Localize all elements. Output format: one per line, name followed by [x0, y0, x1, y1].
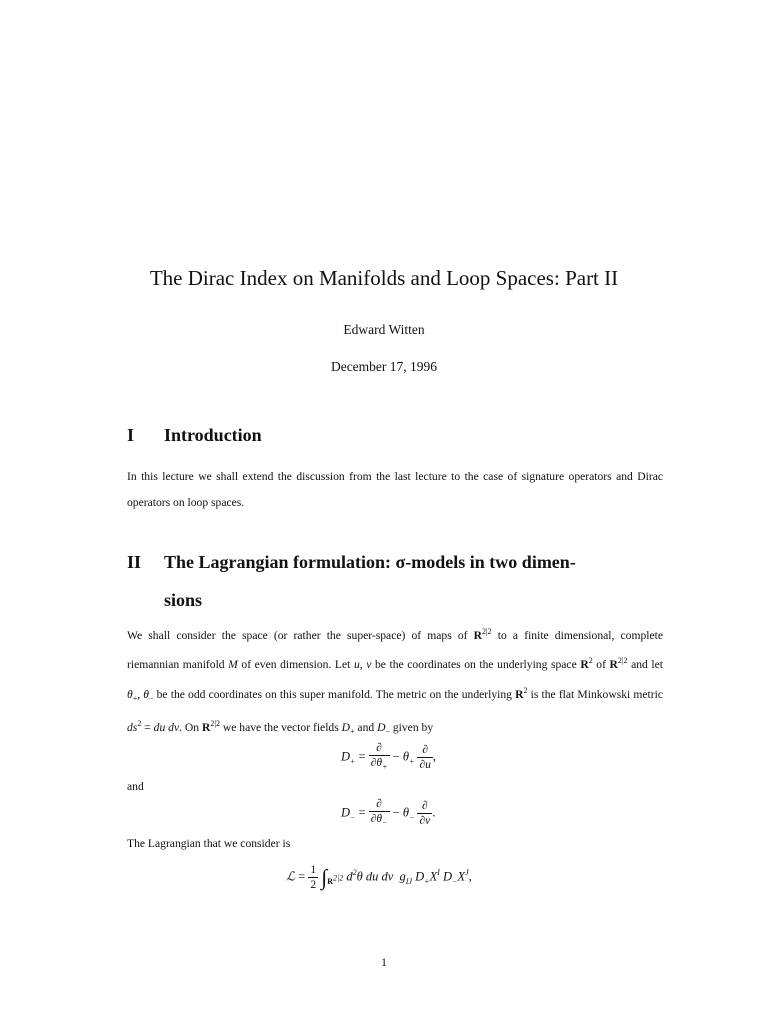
and-label: and — [127, 780, 144, 793]
section-title: Introduction — [164, 425, 262, 445]
page-number: 1 — [381, 955, 387, 969]
paper-title: The Dirac Index on Manifolds and Loop Spaces: Part II — [149, 266, 619, 290]
date: December 17, 1996 — [330, 359, 438, 374]
section-title-line1: The Lagrangian formulation: σ-models in two dimen- — [164, 552, 576, 572]
section-number: II — [127, 552, 142, 572]
section-title-line2: sions — [164, 590, 203, 610]
section-heading-lagrangian — [127, 543, 667, 619]
lagrangian-intro: The Lagrangian that we consider is — [127, 837, 291, 850]
equation-d-minus: $D_-$ = $\frac{\partial}{\partial\theta_-}$ − $\theta_-$ $\frac{\partial}{\partial v}$ . — [341, 798, 436, 828]
equation-d-plus: $D_+$ = $\frac{\partial}{\partial\theta_+}$ − $\theta_+$ $\frac{\partial}{\partial u}$ , — [341, 742, 437, 772]
equation-lagrangian: ℒ = $\frac{1}{2}$ $\int_{R^{2|2}}$ $d^2\theta$ du dv $g_{IJ}$ $D_+X^I$ $D_-X^J$, — [286, 864, 472, 891]
author: Edward Witten — [343, 322, 425, 337]
intro-paragraph: In this lecture we shall extend the discussion from the last lecture to the case of signature operators and Dirac operators on loop spaces. — [127, 470, 663, 509]
section-heading-introduction — [127, 425, 262, 446]
body-paragraph: We shall consider the space (or rather the super-space) of maps of $R^{2|2}$ to a finite dimensional, complete riemannian manifold M of even dimension. Let u, v be the coordinates on the underlying space $R^2$ of $R^{2|2}$ and let $\theta_+$, $\theta_-$ be the odd coordinates on this super manifold. The metric on the underlying $R^2$ is the flat Minkowski metric $ds^2$ = du dv. On $R^{2|2}$ we have the vector fields $D_+$ and $D_-$ given by — [127, 627, 664, 737]
section-number: I — [127, 425, 135, 445]
